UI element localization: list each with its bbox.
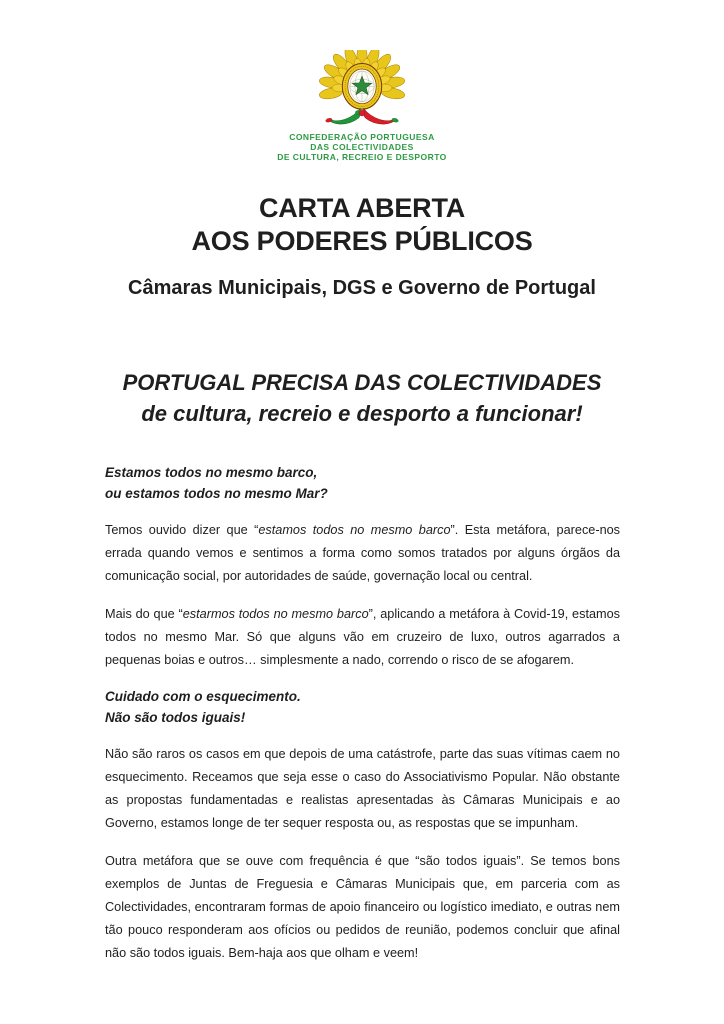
headline-line-2: de cultura, recreio e desporto a funcionar! [141, 401, 583, 426]
title-line-1: CARTA ABERTA [258, 193, 466, 223]
title-line-2: AOS PODERES PÚBLICOS [191, 226, 533, 256]
body-paragraph [105, 519, 620, 588]
paragraph-text-segment: Mais do que “ [105, 607, 183, 621]
paragraph-text-segment: ”, aplicando a metáfora à Covid-19, estamos todos no mesmo Mar. Só que alguns vão em cruzeiro de luxo, outros agarrados a pequenas boias e outros… simplesmente a nado, correndo o risco de se afogarem. [105, 607, 620, 667]
section-subheading [105, 462, 620, 504]
paragraph-text-segment: Não são raros os casos em que depois de uma catástrofe, parte das suas vítimas caem no esquecimento. Receamos que seja esse o caso do Associativismo Popular. Não obstante as propostas fundamentadas e realistas apresentadas às Câmaras Municipais e ao Governo, estamos longe de ter sequer resposta ou, as respostas que se impunham. [105, 747, 620, 830]
body-paragraph [105, 850, 620, 965]
section-subheading [105, 686, 620, 728]
paragraph-italic-segment: estarmos todos no mesmo barco [182, 607, 369, 621]
paragraph-text-segment: Outra metáfora que se ouve com frequência é que “são todos iguais”. Se temos bons exemplos de Juntas de Freguesia e Câmaras Municipais que, em parceria com as Colectividades, encontraram formas de apoio financeiro ou logístico imediato, e outras nem tão pouco responderam aos ofícios ou pedidos de reunião, podemos concluir que afinal não são todos iguais. Bem-haja aos que olham e veem! [105, 854, 620, 960]
document-title [0, 192, 724, 258]
section-subheading-line: ou estamos todos no mesmo Mar? [105, 486, 328, 501]
paragraph-italic-segment: estamos todos no mesmo barco [258, 523, 451, 537]
section-subheading-line: Estamos todos no mesmo barco, [105, 465, 318, 480]
confederation-crest-icon [299, 50, 425, 129]
section-subheading-line: Cuidado com o esquecimento. [105, 689, 301, 704]
section-subheading-line: Não são todos iguais! [105, 710, 246, 725]
paragraph-text-segment: Temos ouvido dizer que “ [105, 523, 259, 537]
organization-name-line: CONFEDERAÇÃO PORTUGUESA [289, 132, 435, 142]
document-headline [0, 367, 724, 429]
body-paragraph [105, 603, 620, 672]
organization-name [0, 132, 724, 162]
body-paragraph [105, 743, 620, 835]
document-body [105, 462, 620, 965]
paragraph-text-segment: ”. Esta metáfora, parece-nos errada quando vemos e sentimos a forma como somos tratados por alguns órgãos da comunicação social, por autoridades de saúde, governação local ou central. [105, 523, 621, 583]
document-addressees: Câmaras Municipais, DGS e Governo de Portugal [128, 277, 596, 299]
headline-line-1: PORTUGAL PRECISA DAS COLECTIVIDADES [122, 370, 602, 395]
organization-name-line: DAS COLECTIVIDADES [310, 142, 414, 152]
organization-logo [0, 0, 724, 162]
organization-name-line: DE CULTURA, RECREIO E DESPORTO [277, 152, 447, 162]
